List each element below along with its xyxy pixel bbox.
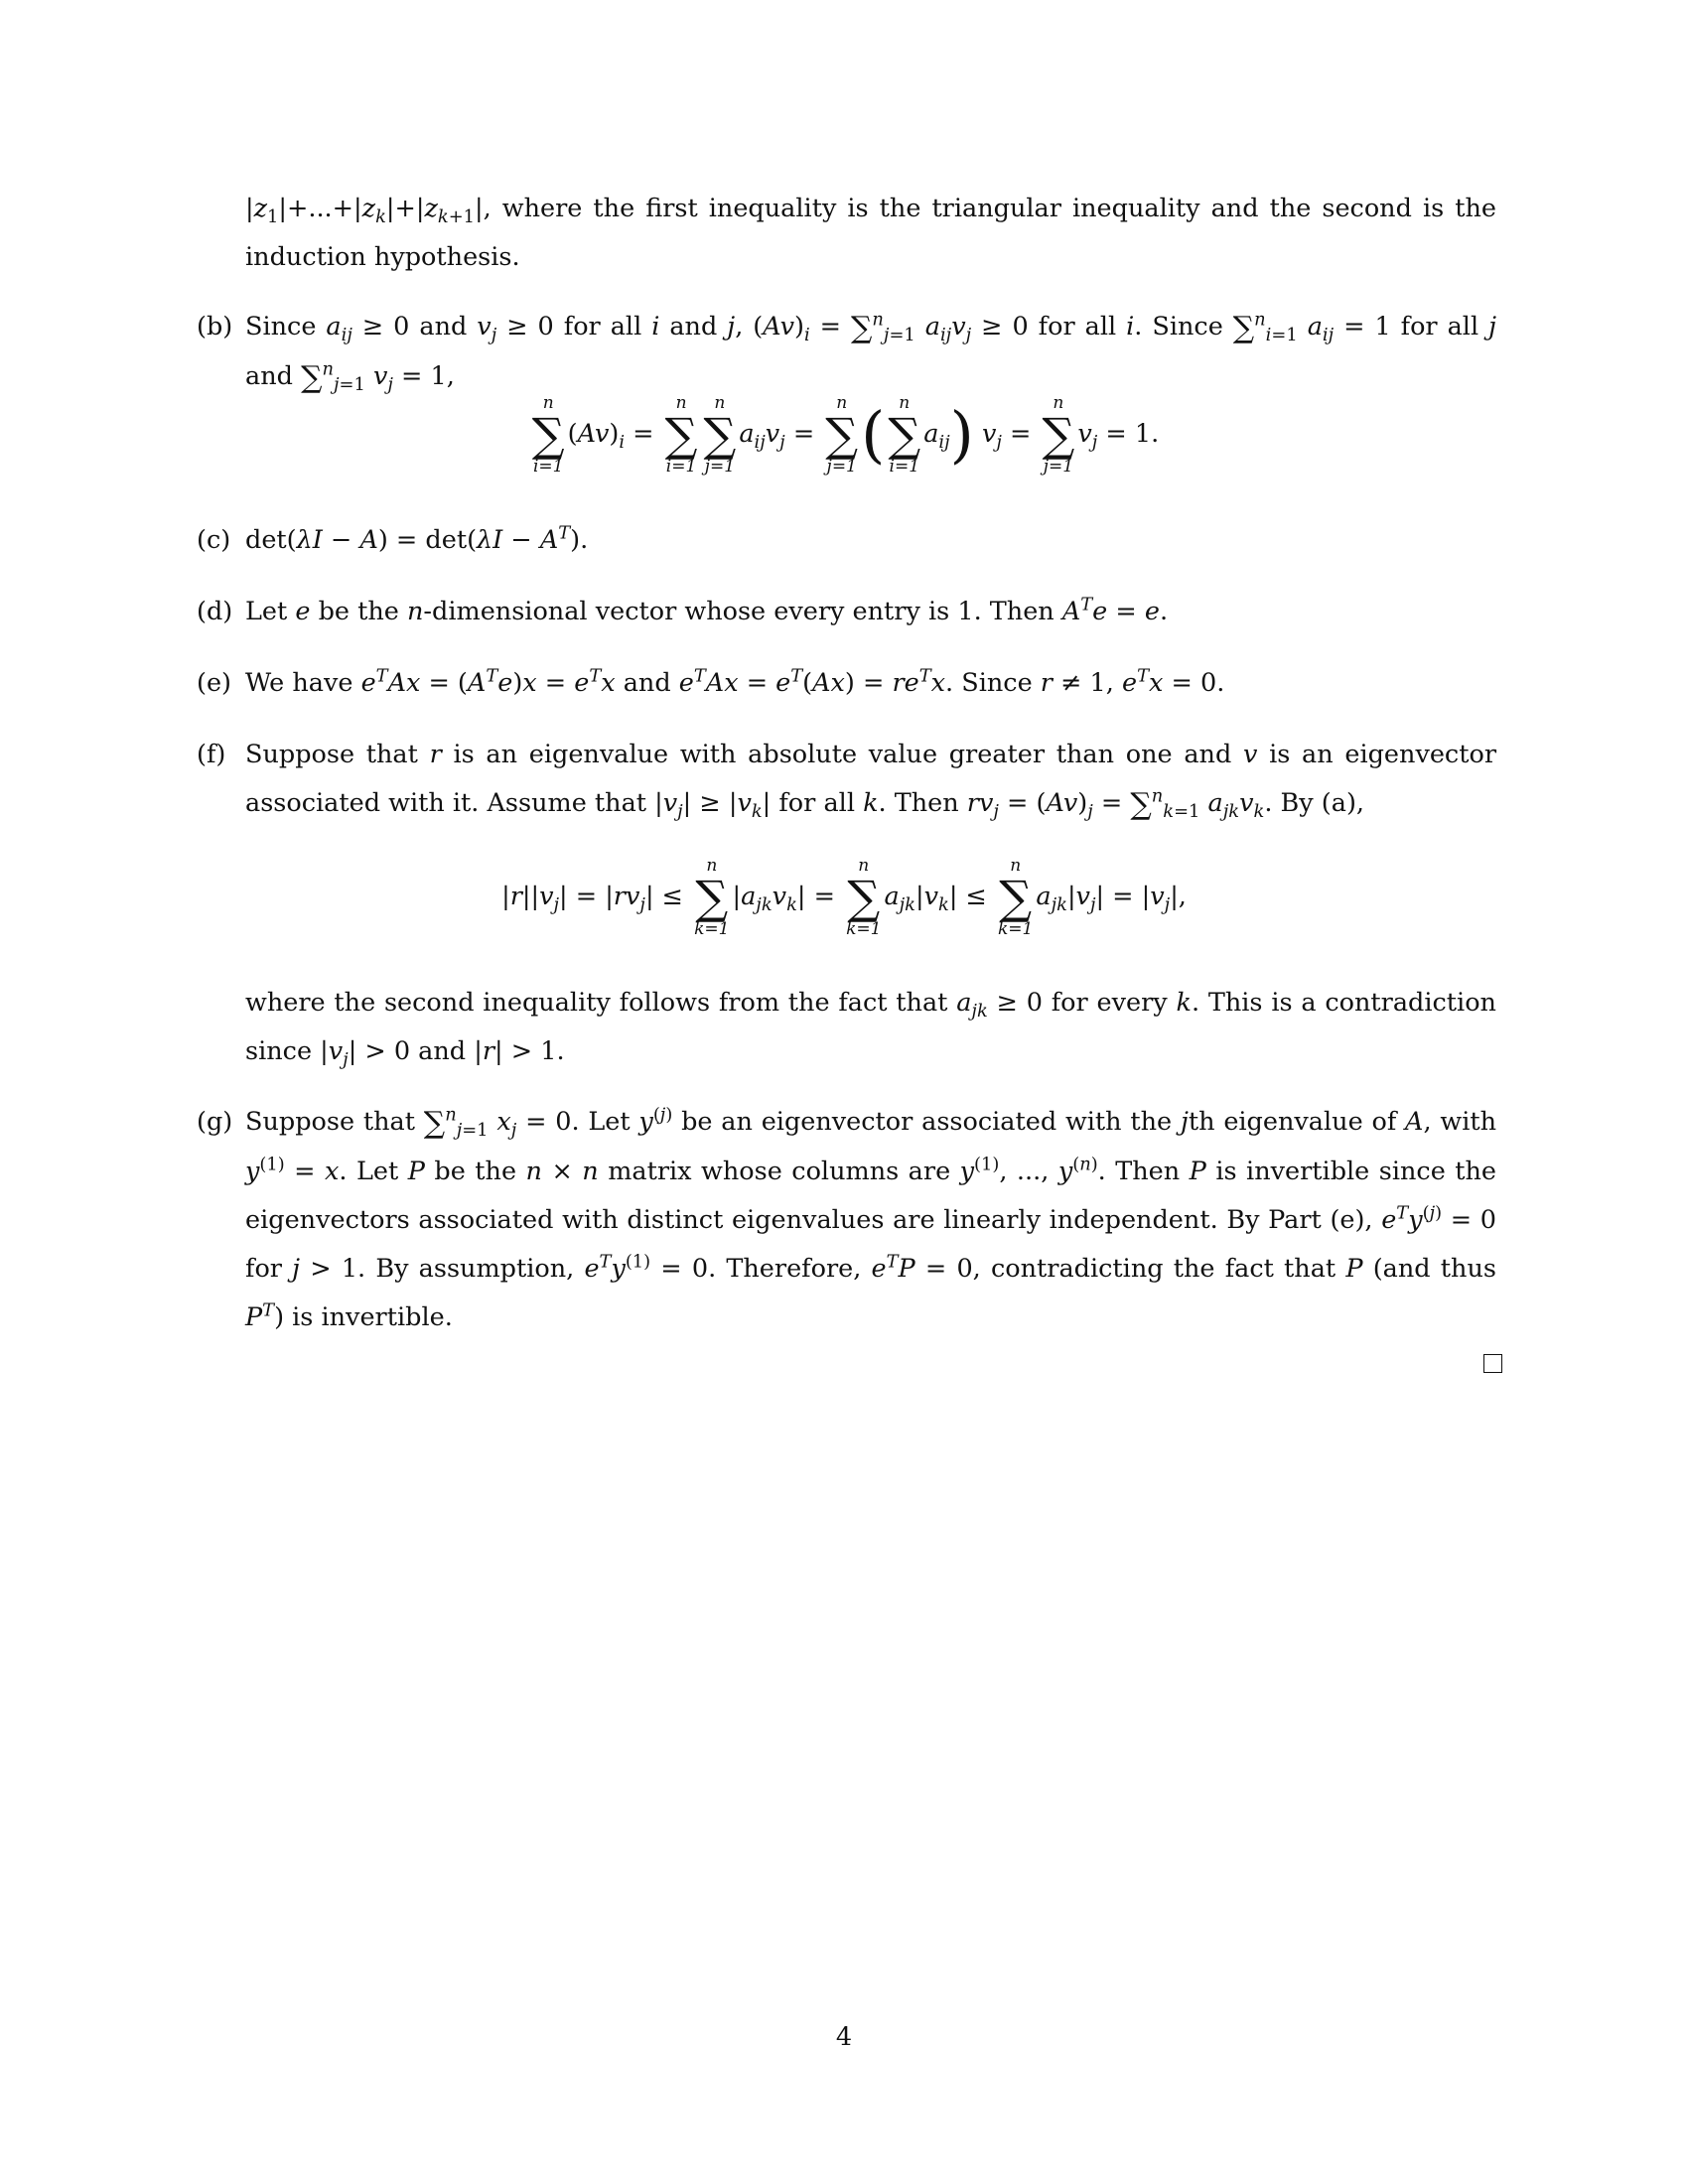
item-c — [197, 516, 1496, 565]
item-c-text: $\det(\lambda I - A) = \det(\lambda I - A^T)$. — [245, 522, 589, 555]
item-label: (d) — [197, 597, 233, 626]
item-b — [197, 303, 1496, 402]
item-label: (b) — [197, 312, 233, 341]
item-e — [197, 659, 1496, 708]
item-f-after: where the second inequality follows from the fact that $a_{jk} \ge 0$ for every k. This is a contradiction since $|v_j| > 0$ and |r| > 1. — [245, 988, 1496, 1071]
page-number: 4 — [835, 2022, 853, 2052]
item-label: (e) — [197, 668, 231, 698]
item-f — [197, 731, 1496, 829]
item-label: (f) — [197, 740, 226, 769]
equation-f: $|r||v_j| = |rv_j|$ ≤ n ∑ k=1 $|a_{jk}v_k|$ = n ∑ k=1 $a_{jk}|v_k|$ ≤ n ∑ k=1 $a_{jk}|v_j| = |v_j|$, — [501, 856, 1187, 939]
item-d — [197, 588, 1496, 636]
item-f-text: Suppose that r is an eigenvalue with absolute value greater than one and v is an eigenvector associated with it. Assume that $|v_j| \ge |v_k|$ for all k. Then $rv_j = (Av)_j = \sum^n_{k=1}$ $a_{jk}v_k$. By (a), — [245, 740, 1497, 823]
item-label: (c) — [197, 525, 231, 555]
item-b-text: Since $a_{ij} \ge 0$ and $v_j \ge 0$ for all i and j, $(Av)_i = \sum^n_{j=1}$ $a_{ij}v_j \ge 0$ for all i. Since ∑$^n_{i=1}$ $a_{ij} = 1$ for all j and ∑$^n_{j=1}$ $v_j = 1$, — [245, 309, 1497, 396]
item-e-text: We have $e^TAx = (A^Te)x = e^Tx$ and $e^TAx = e^T(Ax) = re^Tx$. Since r ≠ 1, $e^Tx = 0$. — [245, 665, 1225, 698]
item-g — [197, 1098, 1496, 1342]
item-label: (g) — [197, 1107, 233, 1137]
item-d-text: Let e be the n-dimensional vector whose every entry is 1. Then $A^Te = e$. — [245, 594, 1169, 626]
item-g-text: Suppose that ∑$^n_{j=1}$ $x_j = 0$. Let $y^{(j)}$ be an eigenvector associated with the jth eigenvalue of A, with $y^{(1)} = x$. Let P be the n × n matrix whose columns are $y^{(1)}$, ..., $y^{(n)}$. Then P is invertible since the eigenvectors associated with distinct eigenvalues are linearly independent. By Part (e), $e^Ty^{(j)} = 0$ for j > 1. By assumption, $e^Ty^{(1)} = 0$. Therefore, $e^TP = 0$, contradicting the fact that P (and thus $P^T$) is invertible. — [245, 1104, 1497, 1332]
qed-square-icon — [1483, 1354, 1502, 1373]
intro-paragraph: $|z_1|+...+|z_k|+|z_{k+1}|$, where the first inequality is the triangular inequality and the second is the induction hypothesis. — [245, 194, 1496, 272]
equation-b: n ∑ i=1 $(Av)_i$ = n ∑ i=1 n ∑ j=1 $a_{ij}v_j$ = n ∑ j=1 ( n ∑ i=1 $a_{ij}$) $v_j$ = n ∑ j=1 $v_j = 1$. — [531, 393, 1160, 477]
